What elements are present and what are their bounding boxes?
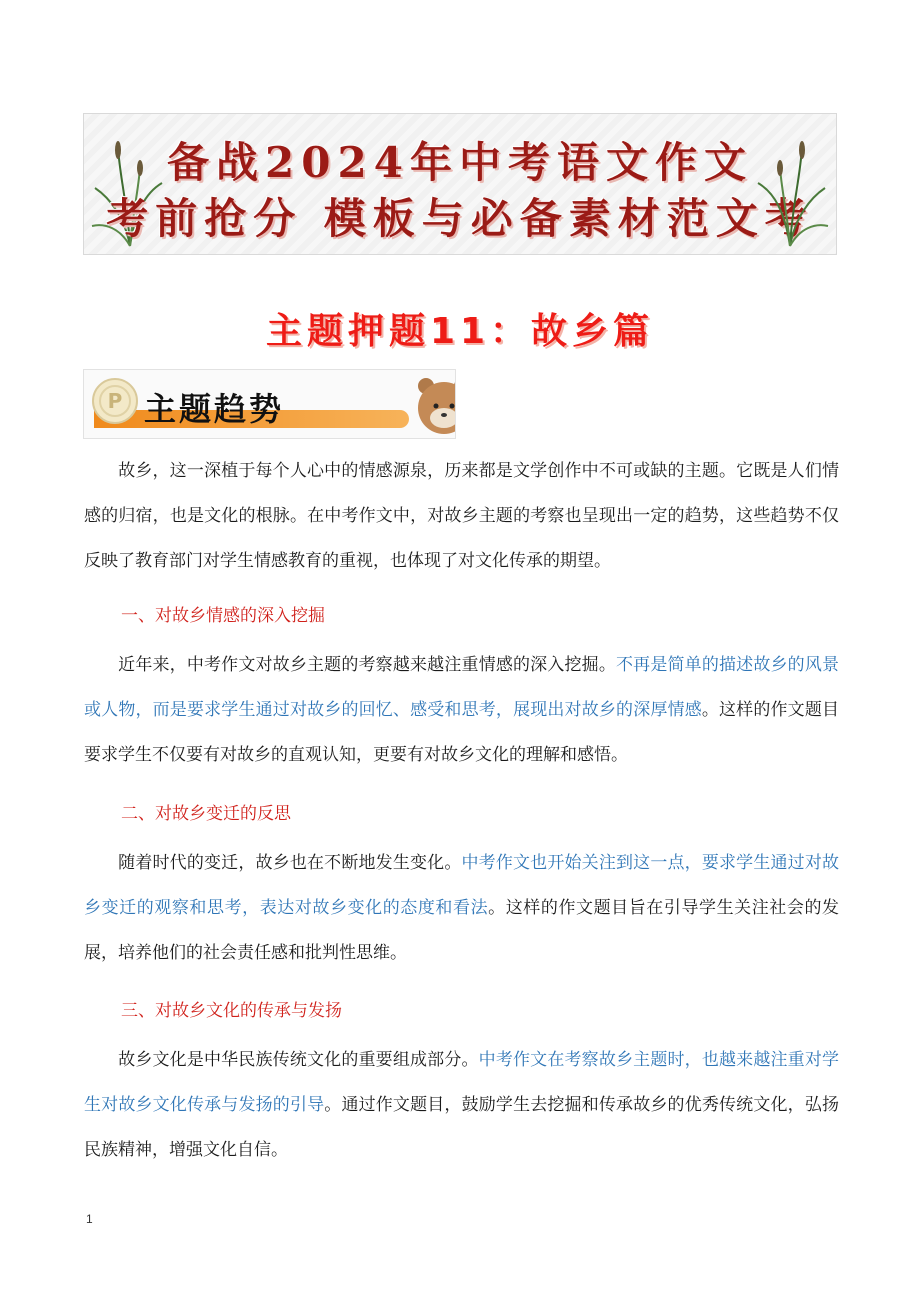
section-heading-2: 二、对故乡变迁的反思 — [121, 804, 291, 824]
section-badge — [83, 369, 456, 439]
coin-letter: P — [107, 389, 123, 413]
section-badge-label: 主题趋势 — [144, 390, 285, 428]
section-paragraph-2: 随着时代的变迁，故乡也在不断地发生变化。中考作文也开始关注到这一点，要求学生通过对故乡变迁的观察和思考，表达对故乡变化的态度和看法。这样的作文题目旨在引导学生关注社会的发展，培养他们的社会责任感和批判性思维。 — [84, 853, 840, 963]
section-heading-3: 三、对故乡文化的传承与发扬 — [121, 1001, 342, 1021]
header-banner — [83, 113, 837, 255]
intro-paragraph: 故乡，这一深植于每个人心中的情感源泉，历来都是文学创作中不可或缺的主题。它既是人们情感的归宿，也是文化的根脉。在中考作文中，对故乡主题的考察也呈现出一定的趋势，这些趋势不仅反映了教育部门对学生情感教育的重视，也体现了对文化传承的期望。 — [84, 461, 839, 571]
highlight-text: 不再是简单的描述故乡的风景或人物，而是要求学生通过对故乡的回忆、感受和思考，展现出对故乡的深厚情感 — [84, 655, 839, 720]
banner-title-line1: 备战2024年中考语文作文 — [167, 138, 753, 187]
section-paragraph-3: 故乡文化是中华民族传统文化的重要组成部分。中考作文在考察故乡主题时，也越来越注重对学生对故乡文化传承与发扬的引导。通过作文题目，鼓励学生去挖掘和传承故乡的优秀传统文化，弘扬民族精神，增强文化自信。 — [84, 1050, 840, 1160]
coin-icon — [90, 376, 140, 426]
page-number: 1 — [86, 1212, 93, 1226]
highlight-text: 中考作文在考察故乡主题时，也越来越注重对学生对故乡文化传承与发扬的引导 — [84, 1050, 840, 1115]
page-title: 主题押题11：故乡篇 — [265, 311, 655, 352]
section-paragraph-1: 近年来，中考作文对故乡主题的考察越来越注重情感的深入挖掘。不再是简单的描述故乡的风景或人物，而是要求学生通过对故乡的回忆、感受和思考，展现出对故乡的深厚情感。这样的作文题目要求学生不仅要有对故乡的直观认知，更要有对故乡文化的理解和感悟。 — [84, 655, 839, 765]
highlight-text: 中考作文也开始关注到这一点，要求学生通过对故乡变迁的观察和思考，表达对故乡变化的态度和看法 — [84, 853, 839, 918]
grass-decoration-icon — [750, 138, 830, 248]
section-heading-1: 一、对故乡情感的深入挖掘 — [121, 606, 325, 626]
banner-title-line2: 考前抢分 模板与必备素材范文考 — [106, 194, 814, 243]
bear-mascot-icon — [414, 374, 456, 438]
